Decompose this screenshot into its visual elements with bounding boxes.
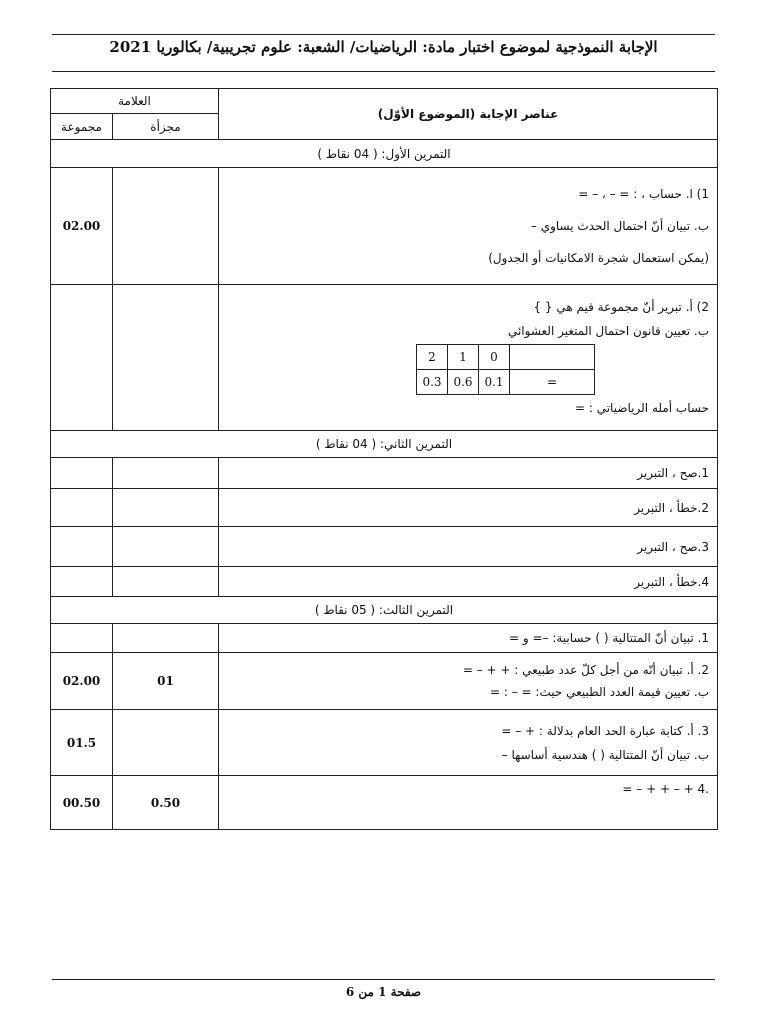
answer-line: 1.صح ، التبرير [219,458,718,489]
prob-cell [510,345,595,370]
partial-score [113,710,219,776]
answer-line: 3. أ. كتابة عبارة الحد العام بدلالة : + – = [501,723,709,738]
answer-line: 1. تبيان أنّ المتتالية ( ) حسابية: –= و = [219,624,718,653]
grade-header: العلامة [51,89,219,114]
total-score [51,285,113,431]
table-row [51,285,718,431]
prob-cell: = [510,370,595,395]
section-row [51,431,718,458]
probability-table [416,344,595,395]
top-rule [52,34,715,35]
table-row [51,567,718,597]
footer-rule [52,979,715,980]
answer-line: 2. أ. تبيان أنّه من أجل كلّ عدد طبيعي : + + – = [462,663,709,677]
prob-cell: 0.1 [479,370,510,395]
answer-line: 4.خطأ ، التبرير [219,567,718,597]
partial-header: مجزأة [113,114,219,140]
exercise-3-title: التمرين الثالث: ( 05 نقاط ) [51,597,718,624]
total-score [51,624,113,653]
prob-cell: 0.3 [417,370,448,395]
table-row [51,527,718,567]
table-row [51,458,718,489]
total-score: 02.00 [51,168,113,285]
prob-cell: 1 [448,345,479,370]
answer-line: 3.صح ، التبرير [219,527,718,567]
answer-line: 2.خطأ ، التبرير [219,489,718,527]
section-row [51,597,718,624]
answer-cell [219,710,718,776]
total-score: 02.00 [51,653,113,710]
answer-line: ب. تبيان أنّ المتتالية ( ) هندسية أساسها – [501,747,709,762]
answer-line: 2) أ. تبرير أنّ مجموعة قيم هي { } [533,300,709,314]
page-number: صفحة 1 من 6 [345,985,422,999]
partial-score [113,285,219,431]
table-header-row [51,89,718,114]
prob-cell: 2 [417,345,448,370]
answer-table [50,88,718,830]
prob-cell: 0.6 [448,370,479,395]
table-row [51,710,718,776]
table-row [51,653,718,710]
partial-score [113,624,219,653]
partial-score: 01 [113,653,219,710]
answer-line: حساب أمله الرياضياتي : = [574,401,709,415]
answer-line: ب. تعيين قانون احتمال المتغير العشوائي [507,324,709,338]
section-row [51,140,718,168]
partial-score [113,168,219,285]
total-header: مجموعة [51,114,113,140]
table-row [51,489,718,527]
answer-cell [219,653,718,710]
partial-score: 0.50 [113,776,219,830]
answer-cell [219,168,718,285]
exercise-2-title: التمرين الثاني: ( 04 نقاط ) [51,431,718,458]
answer-cell [219,285,718,431]
answer-line: ب. تعيين قيمة العدد الطبيعي حيث: = – : = [490,685,709,699]
exercise-1-title: التمرين الأول: ( 04 نقاط ) [51,140,718,168]
answer-line: 1) ا. حساب ، : = – ، – = [578,187,709,201]
document-title: الإجابة النموذجية لموضوع اختبار مادة: الرياضيات/ الشعبة: علوم تجريبية/ بكالوريا 2021 [109,38,658,56]
table-row [51,168,718,285]
total-score: 00.50 [51,776,113,830]
answer-line: ب. تبيان أنّ احتمال الحدث يساوي – [530,219,709,233]
table-row [51,776,718,830]
prob-cell: 0 [479,345,510,370]
answer-line: (يمكن استعمال شجرة الامكانيات أو الجدول) [488,251,709,265]
header-rule [52,71,715,72]
answer-line: .4 + – + + – = [219,776,718,830]
table-row [51,624,718,653]
total-score: 01.5 [51,710,113,776]
answer-elements-header: عناصر الإجابة (الموضوع الأوّل) [219,89,718,140]
